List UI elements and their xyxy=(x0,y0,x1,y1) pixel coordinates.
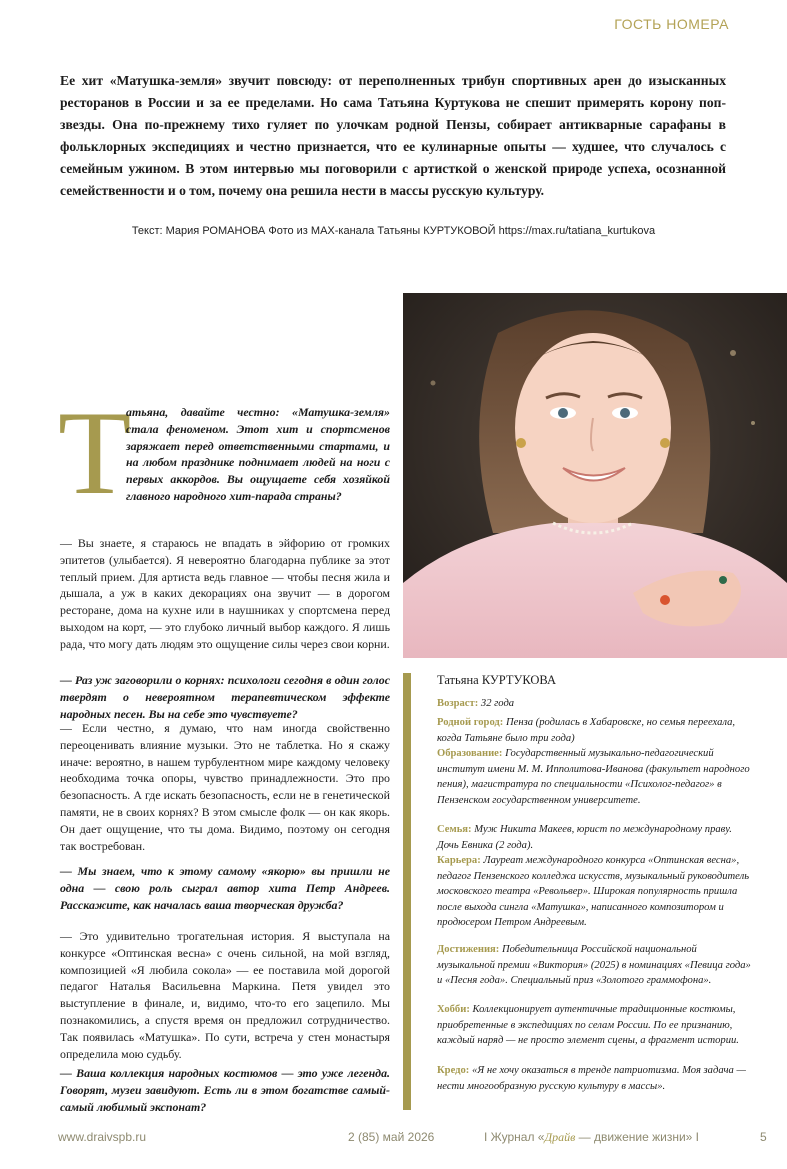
profile-hobby xyxy=(437,1002,755,1049)
answer-2: — Если честно, я думаю, что нам иногда свойственно переоценивать влияние музыки. Это не таблетка. Но я скажу иначе: вероятно, в нашем турбулентном мире каждому человеку необходима точка опоры, чувство принадлежности. Это про безопасность. А где искать безопасность, если не в генетической памяти, не в своих корнях? В этом смысле фолк — он как якорь. Он дает ощущение, что ты дома. Видимо, поэтому он сегодня так востребован. xyxy=(60,721,390,853)
page-number: 5 xyxy=(760,1130,767,1144)
profile-key: Родной город: xyxy=(437,717,504,728)
profile-value: Победительница Российской национальной музыкальной премии «Виктория» (2025) в номинациях «Певица года» и «Песня года». Специальный приз «Золотого граммофона». xyxy=(437,944,751,986)
footer-site-link[interactable]: www.draivspb.ru xyxy=(58,1130,147,1144)
section-label: ГОСТЬ НОМЕРА xyxy=(614,16,729,32)
question-3: — Мы знаем, что к этому самому «якорю» вы пришли не одна — свою роль сыграл автор хита Петр Андреев. Расскажите, как началась ваша творческая дружба? xyxy=(60,864,390,912)
answer-1: — Вы знаете, я стараюсь не впадать в эйфорию от громких эпитетов (улыбается). Я невероятно благодарна публике за этот теплый прием. Для артиста ведь главное — чтобы песня жила и дышала, а уж в каких декорациях она звучит — в дорогом ресторане, дома на кухне или в наушниках у спортсмена перед выходом на корт, — это глубоко личный выбор каждого. Я лишь рада, что могу дать людям это ощущение силы через свои корни. xyxy=(60,536,390,651)
profile-key: Кредо: xyxy=(437,1065,470,1076)
profile-family xyxy=(437,822,755,853)
profile-value: «Я не хочу оказаться в тренде патриотизма. Моя задача — нести многообразную русскую культуру в массы». xyxy=(437,1065,746,1092)
profile-key: Карьера: xyxy=(437,855,481,866)
profile-key: Достижения: xyxy=(437,944,500,955)
portrait-photo xyxy=(403,293,787,658)
question-1: атьяна, давайте честно: «Матушка-земля» стала феноменом. Этот хит и спортсменов заряжает перед ответственными стартами, и на любом празднике поднимает людей на ноги с первых аккордов. Вы ощущаете себя хозяйкой главного народного хит-парада страны? xyxy=(126,405,390,503)
profile-hometown xyxy=(437,715,755,746)
profile-name: Татьяна КУРТУКОВА xyxy=(437,673,556,687)
profile-key: Возраст: xyxy=(437,698,479,709)
profile-value: 32 года xyxy=(480,698,515,709)
profile-value: Лауреат международного конкурса «Оптинская весна», педагог Пензенского колледжа искусств, музыкальный руководитель московского театра «Револьвер». Широкая популярность пришла после выхода сингла «Матушка», написанного композитором и продюсером Петром Андреевым. xyxy=(437,855,750,928)
portrait-illustration xyxy=(403,293,787,658)
profile-career xyxy=(437,853,755,931)
footer-journal-prefix: I Журнал « xyxy=(484,1130,545,1144)
credits: Текст: Мария РОМАНОВА Фото из MAX-канала Татьяны КУРТУКОВОЙ https://max.ru/tatiana_kurtukova xyxy=(131,225,656,237)
profile-achievements xyxy=(437,942,755,989)
lead-paragraph: Ее хит «Матушка-земля» звучит повсюду: от переполненных трибун спортивных арен до изысканных ресторанов в России и за ее пределами. Но сама Татьяна Куртукова не спешит примерять корону поп-звезды. Она по-прежнему тихо гуляет по улочкам родной Пензы, собирает антикварные сарафаны в фольклорных экспедициях и честно признается, что ее кулинарные опыты — худшее, что случалось с семейным ужином. В этом интервью мы поговорили с артисткой о женской природе успеха, осознанной семейственности и о том, почему она решила нести в массы русскую культуру. xyxy=(60,73,726,198)
answer-3: — Это удивительно трогательная история. Я выступала на конкурсе «Оптинская весна» с очень сильной, на мой взгляд, композицией «Я любила сокола» — ее поставила мой дорогой педагог Наталья Васильевна Маркина. Петя увидел это выступление в финале, и, видимо, что-то его зацепило. Мы познакомились, а спустя время он предложил сотрудничество. Так появилась «Матушка». По сути, встреча у стен монастыря определила мою судьбу. xyxy=(60,929,390,1061)
drop-cap: Т xyxy=(58,386,132,519)
profile-value: Муж Никита Макеев, юрист по международному праву. Дочь Евника (2 года). xyxy=(437,824,732,851)
profile-value: Пенза (родилась в Хабаровске, но семья переехала, когда Татьяне было три года) xyxy=(437,717,736,744)
profile-age xyxy=(437,696,755,712)
sidebar-accent-bar xyxy=(403,673,411,1110)
profile-education xyxy=(437,746,755,808)
profile-value: Коллекционирует аутентичные традиционные костюмы, приобретенные в экспедициях по селам России. По ее признанию, каждый наряд — не просто элемент сцены, а фрагмент истории. xyxy=(437,1004,739,1046)
question-4: — Ваша коллекция народных костюмов — это уже легенда. Говорят, музеи завидуют. Есть ли в этом богатстве самый-самый любимый экспонат? xyxy=(60,1066,390,1114)
profile-value: Государственный музыкально-педагогический институт имени М. М. Ипполитова-Иванова (факультет народного пения), магистратура по специальности «Психолог-педагог» в Пензенском государственном университете. xyxy=(437,748,750,806)
footer-journal xyxy=(484,1130,699,1145)
footer-journal-brand: Драйв xyxy=(544,1130,576,1144)
footer-journal-suffix: — движение жизни» I xyxy=(575,1130,700,1144)
question-2: — Раз уж заговорили о корнях: психологи сегодня в один голос твердят о невероятном терапевтическом эффекте народных песен. Вы на себе это чувствуете? xyxy=(60,673,390,721)
profile-key: Семья: xyxy=(437,824,472,835)
profile-key: Хобби: xyxy=(437,1004,470,1015)
profile-key: Образование: xyxy=(437,748,503,759)
footer-issue: 2 (85) май 2026 xyxy=(348,1130,435,1144)
profile-credo xyxy=(437,1063,755,1094)
